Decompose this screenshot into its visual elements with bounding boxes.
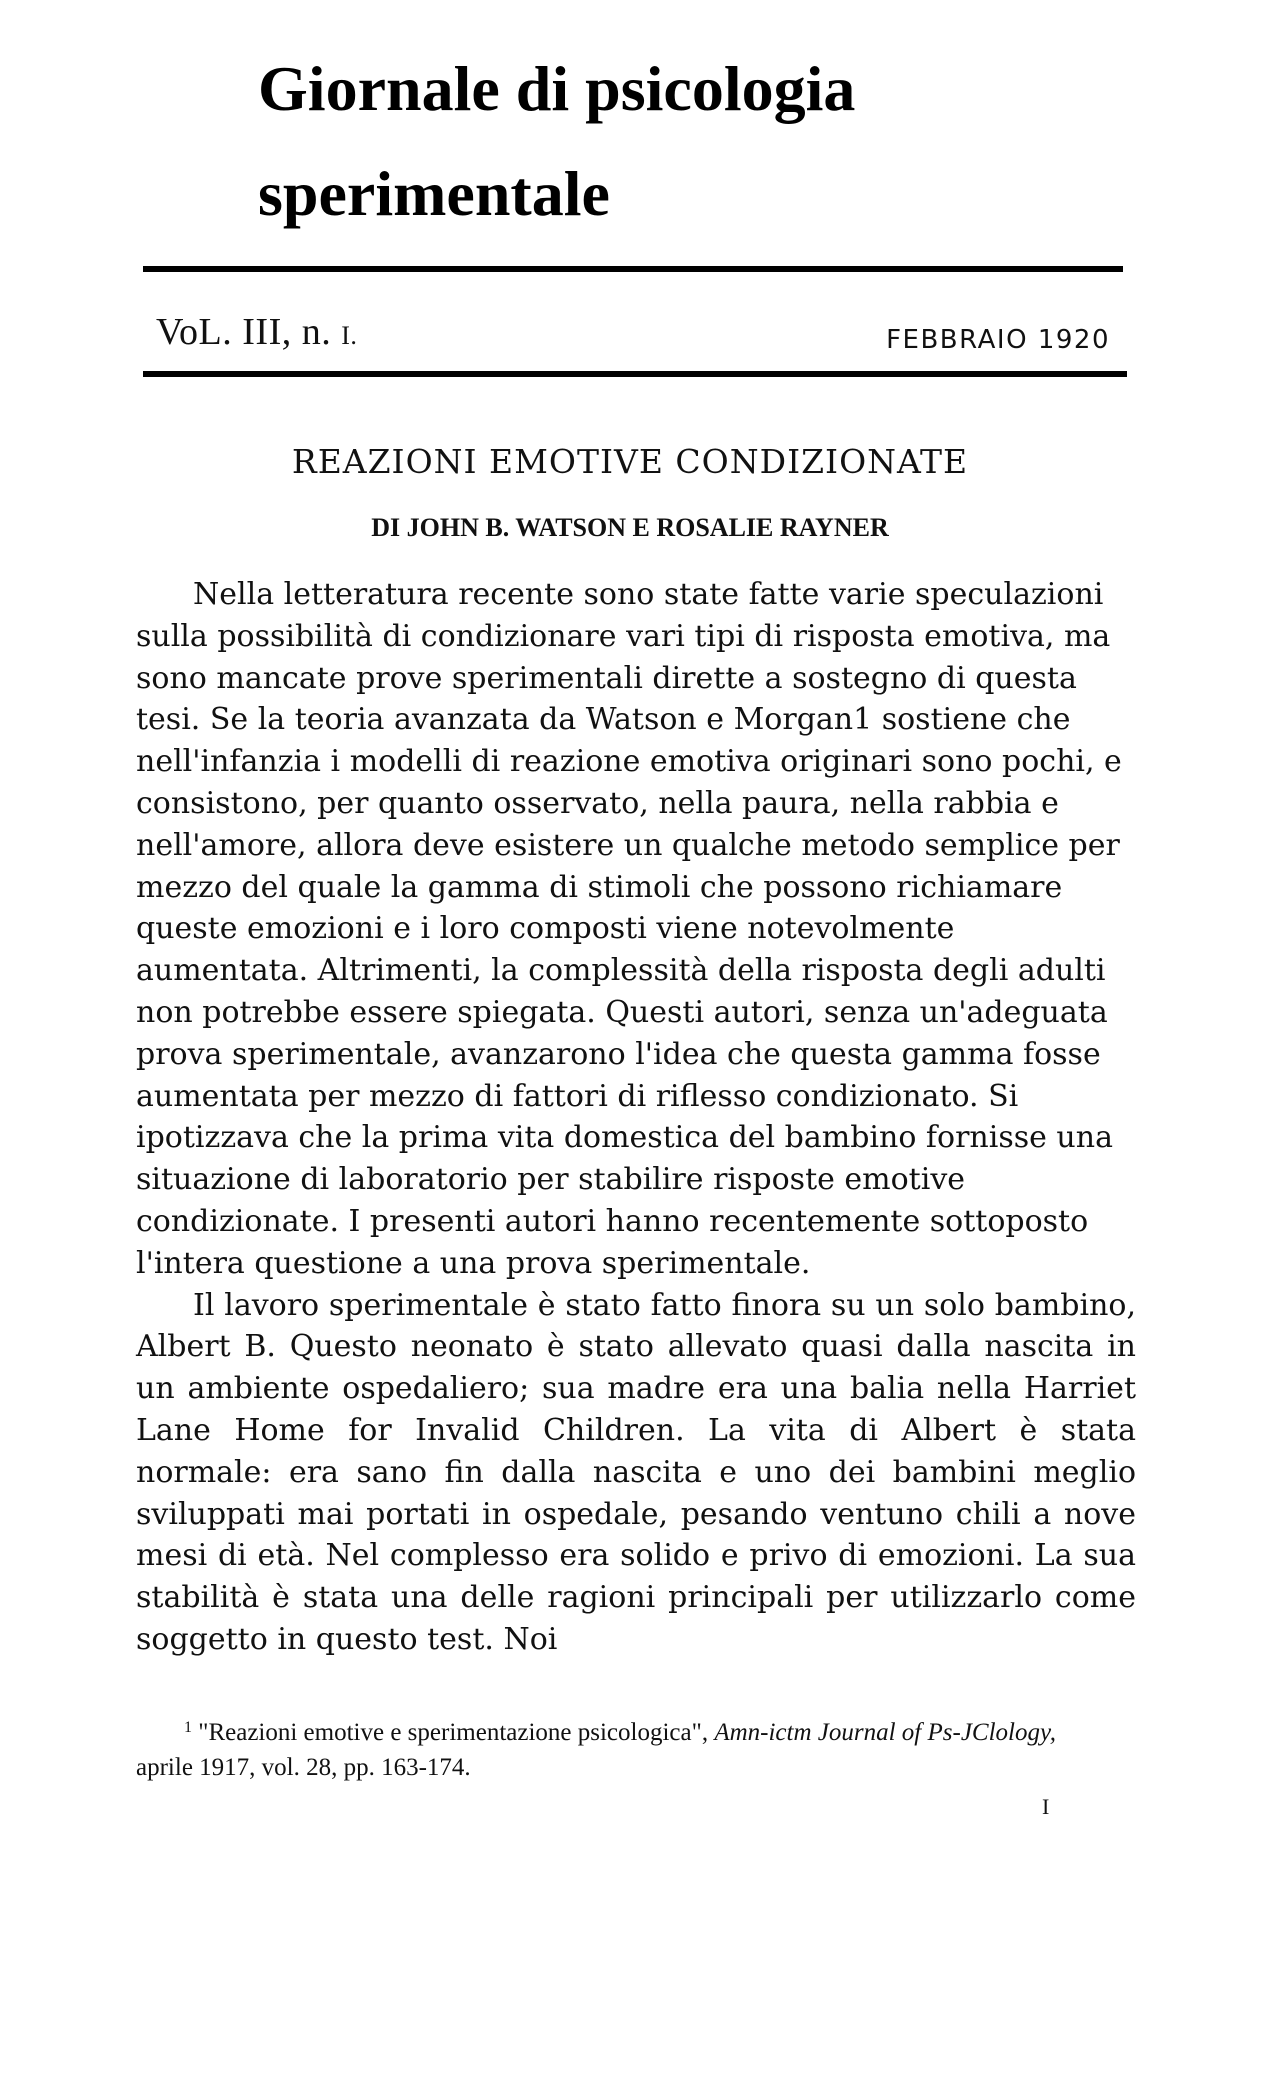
journal-title-line-1: Giornale di psicologia: [258, 53, 856, 124]
issue-date: FEBBRAIO 1920: [886, 325, 1110, 355]
volume-text: VoL. III, n.: [156, 311, 332, 353]
footnote: [136, 1710, 1096, 1785]
footnote-marker: 1: [184, 1719, 192, 1736]
footnote-text: "Reazioni emotive e sperimentazione psicologica",: [198, 1719, 709, 1746]
footnote-journal: Amn-ictm Journal of Ps-JClology,: [714, 1719, 1056, 1746]
body-paragraph-2: Il lavoro sperimentale è stato fatto finora su un solo bambino, Albert B. Questo neonato è stato allevato quasi dalla nascita in un ambiente ospedaliero; sua madre era una balia nella Harriet Lane Home for Invalid Children. La vita di Albert è stata normale: era sano fin dalla nascita e uno dei bambini meglio sviluppati mai portati in ospedale, pesando ventuno chili a nove mesi di età. Nel complesso era solido e privo di emozioni. La sua stabilità è stata una delle ragioni principali per utilizzarlo come soggetto in questo test. Noi: [136, 1287, 1136, 1657]
article-body: [136, 574, 1136, 1661]
header-rule-bottom: [143, 371, 1127, 377]
volume-number: I.: [341, 321, 358, 350]
article-title: REAZIONI EMOTIVE CONDIZIONATE: [291, 442, 969, 481]
article-authors: DI JOHN B. WATSON E ROSALIE RAYNER: [371, 513, 889, 542]
journal-title-line-2: sperimentale: [258, 158, 610, 229]
footnote-rest: aprile 1917, vol. 28, pp. 163-174.: [136, 1754, 471, 1781]
body-paragraph-1: Nella letteratura recente sono state fatte varie speculazioni sulla possibilità di condizionare vari tipi di risposta emotiva, ma sono mancate prove sperimentali dirette a sostegno di questa tesi. Se la teoria avanzata da Watson e Morgan1 sostiene che nell'infanzia i modelli di reazione emotiva originari sono pochi, e consistono, per quanto osservato, nella paura, nella rabbia e nell'amore, allora deve esistere un qualche metodo semplice per mezzo del quale la gamma di stimoli che possono richiamare queste emozioni e i loro composti viene notevolmente aumentata. Altrimenti, la complessità della risposta degli adulti non potrebbe essere spiegata. Questi autori, senza un'adeguata prova sperimentale, avanzarono l'idea che questa gamma fosse aumentata per mezzo di fattori di riflesso condizionato. Si ipotizzava che la prima vita domestica del bambino fornisse una situazione di laboratorio per stabilire risposte emotive condizionate. I presenti autori hanno recentemente sottoposto l'intera questione a una prova sperimentale.: [136, 577, 1122, 1281]
page-number: I: [1042, 1794, 1050, 1819]
header-rule-top: [143, 266, 1123, 272]
journal-title: [258, 36, 1158, 246]
volume-label: [156, 310, 357, 354]
